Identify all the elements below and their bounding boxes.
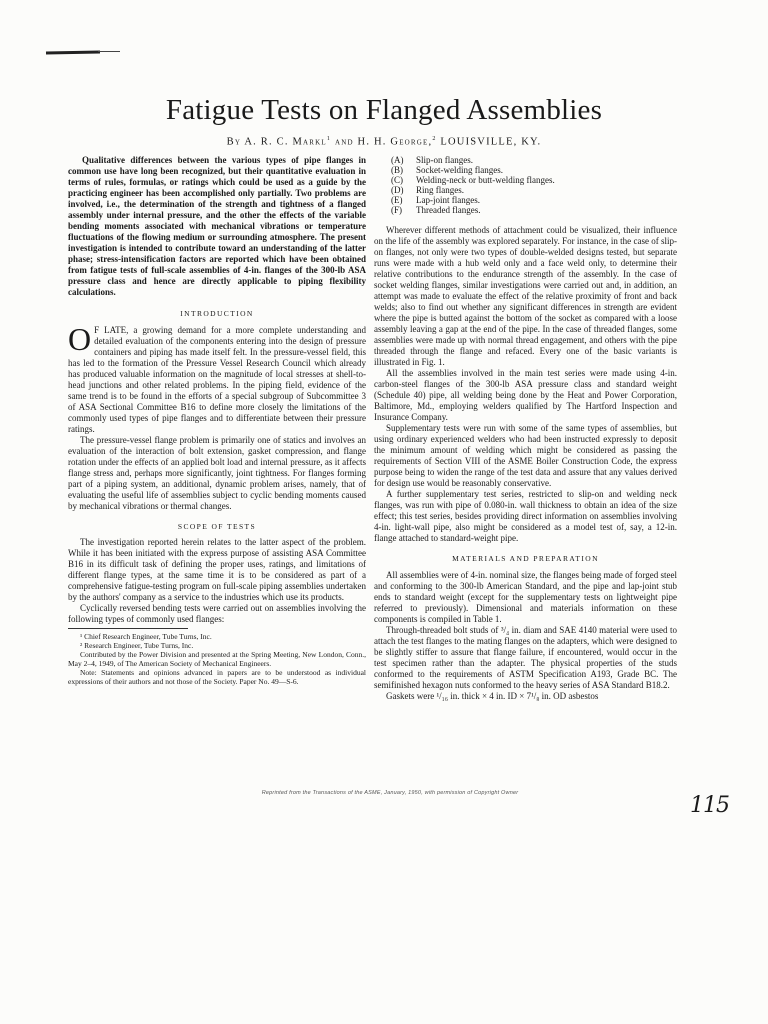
body-paragraph-7: Gaskets were ¹/₁₆ in. thick × 4 in. ID × 7¹/₈ in. OD asbestos: [386, 691, 599, 701]
intro-paragraph-2: The pressure-vessel flange problem is primarily one of statics and involves an evaluation of the interaction of bolt extension, gasket compression, and flange rotation under the effects of an applied bolt load and internal pressure, as it affects flange stress and, perhaps more significantly, joint tightness. For flanges forming part of a piping system, an additional, dynamic problem arises, namely, that of evaluating the useful life of assemblies subject to cyclic bending moments caused by mechanical vibrations or thermal changes.: [68, 435, 366, 511]
section-heading-scope: SCOPE OF TESTS: [177, 522, 257, 531]
intro-paragraph-1: [68, 321, 367, 435]
list-item: [374, 165, 677, 175]
footnote-1: ¹ Chief Research Engineer, Tube Turns, Inc.: [80, 632, 212, 641]
section-heading-introduction: INTRODUCTION: [180, 309, 254, 318]
list-item: [374, 195, 677, 205]
abstract: Qualitative differences between the various types of pipe flanges in common use have long been recognized, but their quantitative evaluation in terms of rules, formulas, or ratings which could be used as a guide by the practicing engineer has been accomplished only partially. Two problems are involved, i.e., the determination of the strength and tightness of a flanged assembly under internal pressure, and the other the effects of the variable bending moments associated with mechanical vibrations or temperature fluctuations of the flowing medium or surrounding atmosphere. The present investigation is intended to contribute toward an understanding of the latter phase; stress-intensification factors are reported which have been obtained from fatigue tests of full-scale assemblies of 4-in. flanges of the 300-lb ASA pressure class and hence are directly applicable to piping flexibility calculations.: [68, 155, 366, 297]
list-item-letter: (B): [391, 165, 403, 175]
list-item-text: Threaded flanges.: [416, 205, 481, 215]
scope-paragraph-1: The investigation reported herein relates to the latter aspect of the problem. While it has been initiated with the express purpose of assisting ASA Committee B16 in its difficult task of defining the proper uses, ratings, and limitations of different flange types, at the same time it is to be considered as part of a comprehensive fatigue-testing program on full-scale piping assemblies undertaken by the authors' company as a service to the industries which use its products.: [68, 537, 366, 602]
body-paragraph-5: All assemblies were of 4-in. nominal size, the flanges being made of forged steel and conforming to the 300-lb American Standard, and the pipe and lap-joint stub ends to standard weight (except for the supplementary tests on lightweight pipe referred to previously). Dimensional and materials information on these components is compiled in Table 1.: [374, 570, 677, 624]
body-paragraph-6: Through-threaded bolt studs of ³/₄ in. diam and SAE 4140 material were used to attach the test flanges to the mating flanges on the adapters, which were designed to be slightly stiffer to assure that flange failure, if encountered, would occur in the test specimen rather than the adapter. The physical properties of the studs conformed to the requirements of ASTM Specification A193, Grade BC. The semifinished hexagon nuts conformed to the heavy series of ASA Standard B18.2.: [374, 625, 677, 690]
list-item-letter: (D): [391, 185, 404, 195]
list-item: [374, 155, 677, 165]
list-item: [374, 175, 677, 185]
body-paragraph-4: A further supplementary test series, restricted to slip-on and welding neck flanges, was run with pipe of 0.080-in. wall thickness to obtain an idea of the size effect; this test series, besides providing direct information on assemblies involving 4-in. light-wall pipe, also might be considered as a model test of, say, a 12-in. flange attached to standard-weight pipe.: [374, 489, 677, 543]
footnote-ref-2: 2: [432, 136, 437, 142]
footnote-contributed: Contributed by the Power Division and presented at the Spring Meeting, New London, Conn., May 2–4, 1949, of The American Society of Mechanical Engineers.: [68, 650, 366, 668]
list-item-letter: (F): [391, 205, 402, 215]
body-paragraph-3: Supplementary tests were run with some of the same types of assemblies, but using ordinary experienced welders who had been instructed expressly to deposit the minimum amount of welding which might be considered as passing the requirements of Section VIII of the ASME Boiler Construction Code, the express purpose being to widen the range of the test data and assure that any values derived for design use would be reasonably conservative.: [374, 423, 677, 488]
list-item-text: Lap-joint flanges.: [416, 195, 480, 205]
page-number: 115: [690, 793, 729, 818]
left-column: [68, 155, 366, 686]
intro-paragraph-1-text: a growing demand for a more complete understanding and detailed evaluation of the components entering into the design of pressure containers and piping has made itself felt. In the pressure-vessel field, this has led to the formation of the Pressure Vessel Research Council which already has produced valuable information on the magnitude of local stresses at shell-to-head junctions and other related problems. In the piping field, evidence of the same trend is to be found in the efforts of a special subgroup of Subcommittee 3 of ASA Sectional Committee B16 to define more closely the limitations of the commonly used types of pipe flanges and to differentiate between their pressure ratings.: [68, 325, 367, 434]
scan-mark-tail: [98, 51, 120, 52]
list-item-letter: (A): [391, 155, 404, 165]
footnote-rule: [68, 628, 188, 629]
scope-paragraph-2: Cyclically reversed bending tests were carried out on assemblies involving the following types of commonly used flanges:: [68, 603, 366, 624]
body-paragraph-2: All the assemblies involved in the main test series were made using 4-in. carbon-steel flanges of the 300-lb ASA pressure class and standard weight (Schedule 40) pipe, all welding being done by the Heat and Power Corporation, Baltimore, Md., employing welders qualified by The Hartford Inspection and Insurance Company.: [374, 368, 677, 422]
list-item-text: Welding-neck or butt-welding flanges.: [416, 175, 555, 185]
list-item-letter: (E): [391, 195, 403, 205]
footnote-2: ² Research Engineer, Tube Turns, Inc.: [80, 641, 194, 650]
byline: [60, 136, 708, 148]
footnote-note: Note: Statements and opinions advanced in papers are to be understood as individual expressions of their authors and not those of the Society. Paper No. 49—S-6.: [68, 668, 366, 686]
list-item: [374, 185, 677, 195]
list-item: [374, 205, 677, 215]
intro-lead: F LATE,: [94, 325, 129, 335]
body-paragraph-1: Wherever different methods of attachment could be visualized, their influence on the life of the assembly was explored separately. For instance, in the case of slip-on flanges, not only were two types of double-welded designs tested, but separate runs were made with a hub weld only and a face weld only, to determine their relative contributions to the endurance strength of the assembly. In the case of socket welding flanges, similar investigations were carried out and, in addition, an attempt was made to evaluate the effect of the relative proximity of front and back welds; also to find out whether any significant differences in strength are evident where the pipe is butted against the bottom of the socket as compared with a loose assembly leaving a gap at the end of the pipe. In the case of threaded flanges, some assemblies were made up with normal thread engagement, and others with the pipe threaded through the flange and refaced. Every one of the basic variants is illustrated in Fig. 1.: [374, 225, 677, 367]
list-item-letter: (C): [391, 175, 403, 185]
byline-authors-2: and H. H. George,: [331, 136, 433, 148]
list-item-text: Ring flanges.: [416, 185, 464, 195]
right-column: [374, 155, 677, 702]
byline-authors-1: By A. R. C. Markl: [226, 136, 327, 148]
list-item-text: Slip-on flanges.: [416, 155, 473, 165]
scan-mark: [46, 51, 100, 55]
paper-title: Fatigue Tests on Flanged Assemblies: [165, 94, 603, 126]
list-item-text: Socket-welding flanges.: [416, 165, 503, 175]
byline-place: LOUISVILLE, KY.: [436, 136, 542, 148]
drop-cap: O: [68, 321, 92, 357]
reprint-notice: Reprinted from the Transactions of the ASME, January, 1950, with permission of Copyright Owner: [261, 790, 519, 796]
footnote-ref-1: 1: [326, 136, 332, 142]
section-heading-materials: MATERIALS AND PREPARATION: [452, 554, 599, 563]
flange-type-list: [374, 155, 677, 215]
